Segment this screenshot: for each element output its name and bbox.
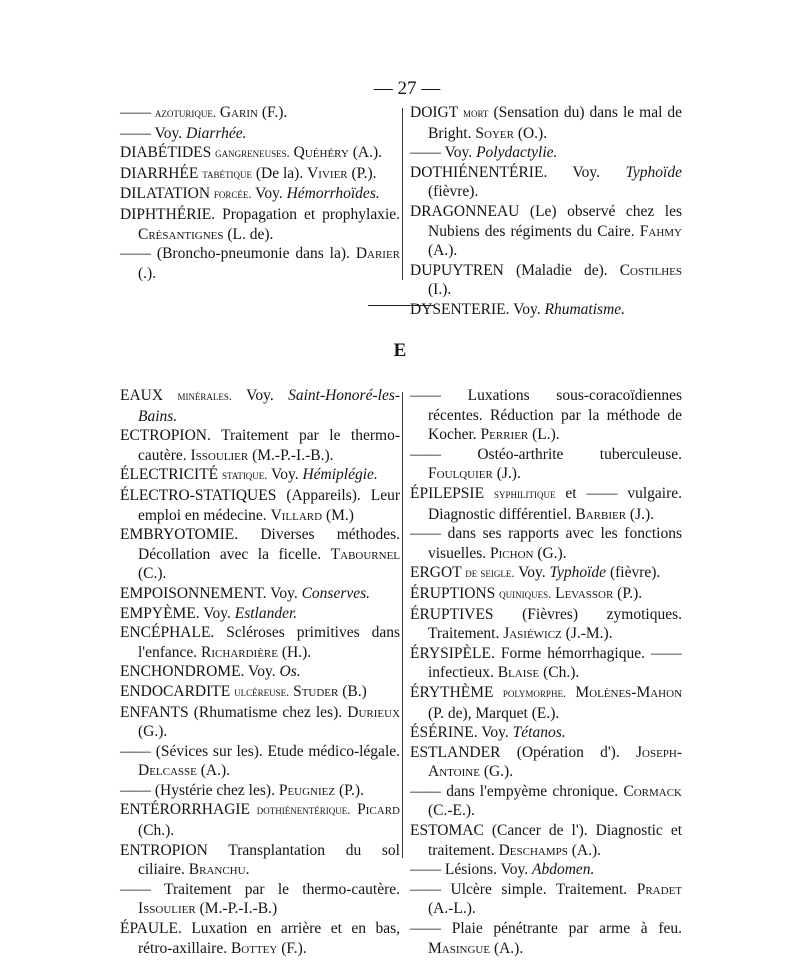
entry-headword: DRAGONNEAU — [410, 202, 520, 220]
index-entry — [120, 703, 400, 742]
entry-qualifier: forcée. — [213, 187, 252, 202]
entry-author: Villard — [270, 506, 323, 524]
entry-author: Issoulier — [190, 446, 249, 464]
index-entry — [410, 563, 682, 584]
entry-reference: Tétanos. — [512, 724, 566, 742]
index-entry — [120, 742, 400, 781]
entry-qualifier: polymorphe. — [502, 685, 567, 700]
entry-reference: Estlander. — [234, 604, 298, 622]
entry-headword: DIABÉTIDES — [120, 144, 212, 162]
entry-headword: DILATATION — [120, 185, 211, 203]
index-entry — [120, 841, 400, 880]
entry-text: Scléroses primitives dans l'enfance. — [138, 624, 401, 661]
entry-author: Barbier — [575, 505, 627, 523]
entry-text: Voy. — [248, 663, 276, 681]
entry-text: dans ses rapports avec les fonctions visuelles. — [428, 525, 682, 562]
entry-tail: (F.). — [261, 104, 288, 121]
section-separator — [368, 305, 434, 306]
entry-headword: ENCHONDROME. — [120, 663, 245, 681]
index-entry — [410, 300, 682, 320]
entry-tail: (M.-P.-I.-B.) — [199, 900, 278, 918]
entry-headword: ECTROPION. — [120, 427, 211, 445]
entry-author: Richardière — [201, 643, 278, 661]
index-entry — [410, 919, 682, 958]
entry-text: (Fièvres) zymotiques. Traitement. — [428, 605, 682, 643]
entry-tail: (P.). — [351, 164, 377, 182]
entry-tail: (C.-E.). — [428, 802, 475, 820]
entry-author: Jasiéwicz — [503, 625, 562, 643]
entry-text: Voy. — [444, 144, 473, 162]
entry-headword: ÉRUPTIVES — [410, 605, 494, 623]
index-entry — [410, 261, 682, 300]
entry-headword: EAUX — [120, 387, 164, 404]
index-entry — [120, 164, 400, 185]
entry-text: (Broncho-pneumonie dans la). — [156, 245, 350, 263]
entry-tail: (P.). — [617, 584, 643, 602]
entry-author: Costilhes — [619, 261, 683, 279]
entry-tail: (.). — [138, 264, 157, 282]
entry-author: Vivier — [307, 164, 348, 182]
entry-author: Quéhéry — [293, 144, 349, 162]
entry-headword: —— — [410, 525, 441, 543]
entry-author: Masingue — [428, 939, 491, 957]
entry-text: (Sensation du) dans le mal de Bright. — [428, 104, 683, 142]
entry-tail: (P. de), Marquet (E.). — [428, 704, 560, 722]
entry-headword: ERGOT — [410, 564, 462, 582]
index-entry — [410, 743, 682, 782]
index-entry — [120, 682, 400, 703]
entry-author: Issoulier — [138, 900, 196, 918]
entry-text: (Sévices sur les). Etude médico-légale. — [155, 742, 401, 760]
entry-author: Soyer — [475, 124, 514, 142]
index-entry — [120, 604, 400, 624]
entry-tail: (A.-L.). — [428, 900, 476, 918]
entry-headword: —— — [120, 742, 151, 760]
entry-text: Diverses méthodes. Décollation avec la ficelle. — [138, 526, 400, 563]
entry-text: (Le) observé chez les Nubiens des régiments du Caire. — [428, 202, 683, 240]
entry-headword: —— — [410, 861, 441, 879]
entry-reference: Saint-Honoré-les-Bains. — [138, 387, 401, 425]
entry-headword: ÉPILEPSIE — [410, 484, 485, 502]
entry-author: Delcasse — [138, 762, 197, 780]
entry-author: Peugniez — [278, 781, 336, 799]
index-entry — [120, 386, 400, 426]
entry-reference: Polydactylie. — [476, 144, 558, 162]
entry-reference: Abdomen. — [532, 861, 595, 879]
entry-tail: (G.). — [138, 723, 168, 741]
column-bottom-right — [410, 386, 682, 958]
index-entry — [410, 683, 682, 723]
entry-tail: (J.). — [496, 465, 521, 483]
index-entry — [410, 386, 682, 445]
entry-headword: ÉLECTRICITÉ — [120, 466, 219, 484]
index-entry — [120, 465, 400, 486]
entry-headword: DUPUYTREN — [410, 261, 504, 279]
index-entry — [410, 584, 682, 605]
entry-headword: —— — [120, 124, 151, 142]
entry-tail: (J.). — [629, 505, 655, 523]
entry-text: Lésions. Voy. — [444, 861, 529, 879]
entry-qualifier: azoturique. — [154, 106, 216, 120]
entry-text: Voy. — [203, 604, 231, 622]
entry-author: Fahmy — [639, 222, 682, 240]
index-entry — [410, 103, 682, 143]
entry-text: (Appareils). Leur emploi en médecine. — [138, 486, 400, 524]
entry-reference: Diarrhée. — [186, 124, 247, 142]
entry-text: dans l'empyème chronique. — [446, 782, 619, 800]
entry-author: Joseph-Antoine — [428, 743, 683, 781]
entry-text: Voy. — [481, 724, 509, 742]
entry-author: Picard — [357, 801, 400, 819]
entry-tail: (F.). — [281, 939, 307, 957]
index-entry — [120, 124, 400, 144]
entry-headword: —— — [120, 245, 151, 263]
entry-text: Traitement par le thermo-cautère. — [164, 880, 400, 898]
entry-headword: ENDOCARDITE — [120, 682, 231, 700]
index-entry — [120, 623, 400, 662]
entry-headword: ENTROPION — [120, 841, 208, 859]
entry-reference: Typhoïde — [625, 163, 682, 181]
entry-tail: (fièvre). — [428, 183, 479, 201]
entry-text: (Opération d'). — [516, 743, 620, 761]
entry-text: (Hystérie chez les). — [154, 781, 275, 799]
index-entry — [410, 782, 682, 821]
entry-headword: ENCÉPHALE. — [120, 624, 215, 642]
entry-author: Deschamps — [498, 841, 568, 859]
entry-text: (Cancer de l'). Diagnostic et traitement. — [428, 822, 683, 859]
entry-text: Voy. — [255, 185, 283, 203]
entry-text: Plaie pénétrante par arme à feu. — [451, 920, 683, 938]
entry-reference: Hémiplégie. — [302, 466, 378, 484]
entry-qualifier: minérales. — [177, 389, 233, 403]
entry-headword: ESTOMAC — [410, 822, 484, 840]
entry-reference: Conserves. — [301, 584, 371, 602]
entry-tail: (M.) — [325, 506, 354, 524]
entry-headword: EMBRYOTOMIE. — [120, 526, 239, 544]
index-entry — [120, 781, 400, 801]
entry-qualifier: tabétique — [202, 166, 253, 181]
entry-text: Forme hémorrhagique. —— infectieux. — [428, 644, 682, 682]
entry-headword: ÉSÉRINE. — [410, 724, 478, 742]
entry-tail: (Ch.). — [138, 822, 175, 840]
entry-author: Branchu. — [188, 861, 250, 879]
entry-headword: ÉRYSIPÈLE. — [410, 644, 495, 662]
entry-tail: (O.). — [517, 124, 548, 142]
index-entry — [120, 426, 400, 465]
entry-tail: (P.). — [338, 781, 364, 799]
entry-author: Molènes-Mahon — [575, 683, 683, 701]
entry-headword: —— — [120, 781, 151, 799]
entry-text: Voy. — [270, 584, 298, 602]
entry-headword: DOIGT — [410, 104, 458, 121]
column-bottom-left — [120, 386, 400, 958]
entry-text: (Rhumatisme chez les). — [193, 703, 343, 721]
index-entry — [410, 723, 682, 743]
entry-qualifier: ulcéreuse. — [234, 684, 290, 699]
entry-headword: ÉRUPTIONS — [410, 584, 496, 602]
entry-text: Voy. — [572, 163, 601, 181]
entry-tail: (L.). — [532, 426, 560, 444]
entry-headword: —— — [120, 880, 151, 898]
entry-headword: —— — [410, 387, 441, 404]
entry-tail: (G.). — [483, 763, 514, 781]
entry-tail: (H.). — [281, 643, 312, 661]
entry-tail: (A.). — [493, 939, 524, 957]
index-entry — [120, 919, 400, 958]
entry-text: Luxations sous-coracoïdiennes récentes. Réduction par la méthode de Kocher. — [428, 387, 682, 444]
index-entry — [410, 163, 682, 202]
index-entry — [410, 880, 682, 919]
entry-text: Luxation en arrière et en bas, rétro-axillaire. — [138, 920, 401, 957]
entry-tail: (G.). — [537, 544, 567, 562]
entry-qualifier: dothiénentérique. — [256, 803, 351, 818]
entry-text: Voy. — [513, 300, 541, 318]
entry-headword: ESTLANDER — [410, 743, 501, 761]
index-entry — [120, 486, 400, 525]
entry-headword: ENTÉRORRHAGIE — [120, 801, 251, 819]
index-entry — [410, 605, 682, 644]
entry-text: Propagation et prophylaxie. — [222, 205, 401, 223]
entry-author: Tabournel — [330, 545, 401, 563]
entry-qualifier: de seigle. — [465, 566, 515, 581]
index-entry — [410, 524, 682, 563]
entry-qualifier: mort — [462, 106, 489, 120]
entry-headword: DIARRHÉE — [120, 164, 199, 182]
section-letter: E — [393, 340, 407, 361]
column-top-left — [120, 103, 400, 283]
entry-headword: ENFANTS — [120, 703, 189, 721]
index-entry — [120, 205, 400, 244]
entry-headword: —— — [410, 880, 441, 898]
entry-author: Blaise — [497, 664, 540, 682]
entry-text: Voy. — [246, 387, 274, 404]
entry-reference: Rhumatisme. — [544, 300, 626, 318]
entry-headword: ÉLECTRO-STATIQUES — [120, 486, 277, 504]
entry-qualifier: syphilitique — [493, 486, 556, 501]
entry-text: (De la). — [255, 164, 304, 182]
entry-headword: —— — [120, 104, 151, 121]
entry-tail: (L. de). — [227, 225, 274, 243]
entry-reference: Os. — [279, 663, 301, 681]
entry-author: Pichon — [490, 544, 534, 562]
entry-tail: (fièvre). — [609, 564, 661, 582]
index-entry — [410, 445, 682, 484]
entry-text: Voy. — [271, 466, 299, 484]
entry-text: Transplantation du sol ciliaire. — [138, 841, 400, 879]
entry-text: Traitement par le thermo-cautère. — [138, 427, 400, 464]
entry-tail: (M.-P.-I.-B.). — [252, 446, 334, 464]
entry-tail: (Ch.). — [543, 664, 580, 682]
entry-author: Bottey — [230, 939, 278, 957]
entry-tail: (I.). — [428, 281, 452, 299]
entry-text: (Maladie de). — [515, 261, 608, 279]
index-entry — [120, 525, 400, 584]
entry-text: Ostéo-arthrite tuberculeuse. — [477, 445, 682, 463]
entry-reference: Hémorrhoïdes. — [286, 185, 380, 203]
entry-author: Studer — [293, 682, 339, 700]
entry-tail: (C.). — [138, 565, 167, 583]
entry-headword: —— — [410, 782, 441, 800]
entry-tail: (A.). — [428, 242, 458, 260]
entry-headword: —— — [410, 144, 441, 162]
index-entry — [120, 184, 400, 205]
entry-tail: (A.). — [352, 144, 382, 162]
entry-reference: Typhoïde — [549, 564, 607, 582]
entry-text: Ulcère simple. Traitement. — [450, 880, 628, 898]
entry-headword: ÉPAULE. — [120, 920, 182, 938]
index-entry — [120, 143, 400, 164]
index-entry — [120, 244, 400, 283]
entry-tail: (J.-M.). — [565, 625, 613, 643]
entry-qualifier: statique. — [222, 468, 268, 483]
entry-author: Durieux — [347, 703, 401, 721]
entry-author: Perrier — [480, 426, 529, 444]
entry-author: Cormack — [623, 782, 682, 800]
index-entry — [120, 800, 400, 840]
page-number: — 27 — — [373, 78, 441, 99]
entry-qualifier: gangreneuses. — [215, 146, 290, 161]
entry-headword: DYSENTERIE. — [410, 300, 510, 318]
entry-author: Levassor — [555, 584, 614, 602]
index-entry — [410, 143, 682, 163]
entry-text: Voy. — [518, 564, 546, 582]
index-entry — [410, 484, 682, 524]
entry-text: et —— vulgaire. Diagnostic différentiel. — [428, 484, 683, 523]
entry-author: Darier — [355, 245, 401, 263]
entry-headword: —— — [410, 445, 441, 463]
entry-author: Foulquier — [428, 465, 493, 483]
column-divider-top — [402, 108, 403, 280]
index-entry — [120, 584, 400, 604]
entry-tail: (B.) — [342, 682, 367, 700]
index-entry — [120, 662, 400, 682]
index-entry — [120, 103, 400, 124]
entry-headword: EMPYÈME. — [120, 604, 200, 622]
index-entry — [120, 880, 400, 919]
entry-headword: ÉRYTHÈME — [410, 683, 494, 701]
entry-headword: DOTHIÉNENTÉRIE. — [410, 163, 548, 181]
column-top-right — [410, 103, 682, 320]
entry-text: Voy. — [154, 124, 183, 142]
entry-author: Crésantignes — [138, 225, 224, 243]
entry-qualifier: quiniques. — [499, 586, 552, 601]
index-entry — [410, 860, 682, 880]
entry-headword: —— — [410, 920, 441, 938]
index-entry — [410, 202, 682, 261]
entry-tail: (A.). — [200, 762, 231, 780]
entry-author: Garin — [219, 104, 258, 121]
entry-headword: EMPOISONNEMENT. — [120, 584, 267, 602]
column-divider-bottom — [402, 392, 403, 858]
index-entry — [410, 644, 682, 683]
index-entry — [410, 821, 682, 860]
entry-headword: DIPHTHÉRIE. — [120, 205, 216, 223]
entry-tail: (A.). — [571, 841, 602, 859]
entry-author: Pradet — [636, 880, 683, 898]
